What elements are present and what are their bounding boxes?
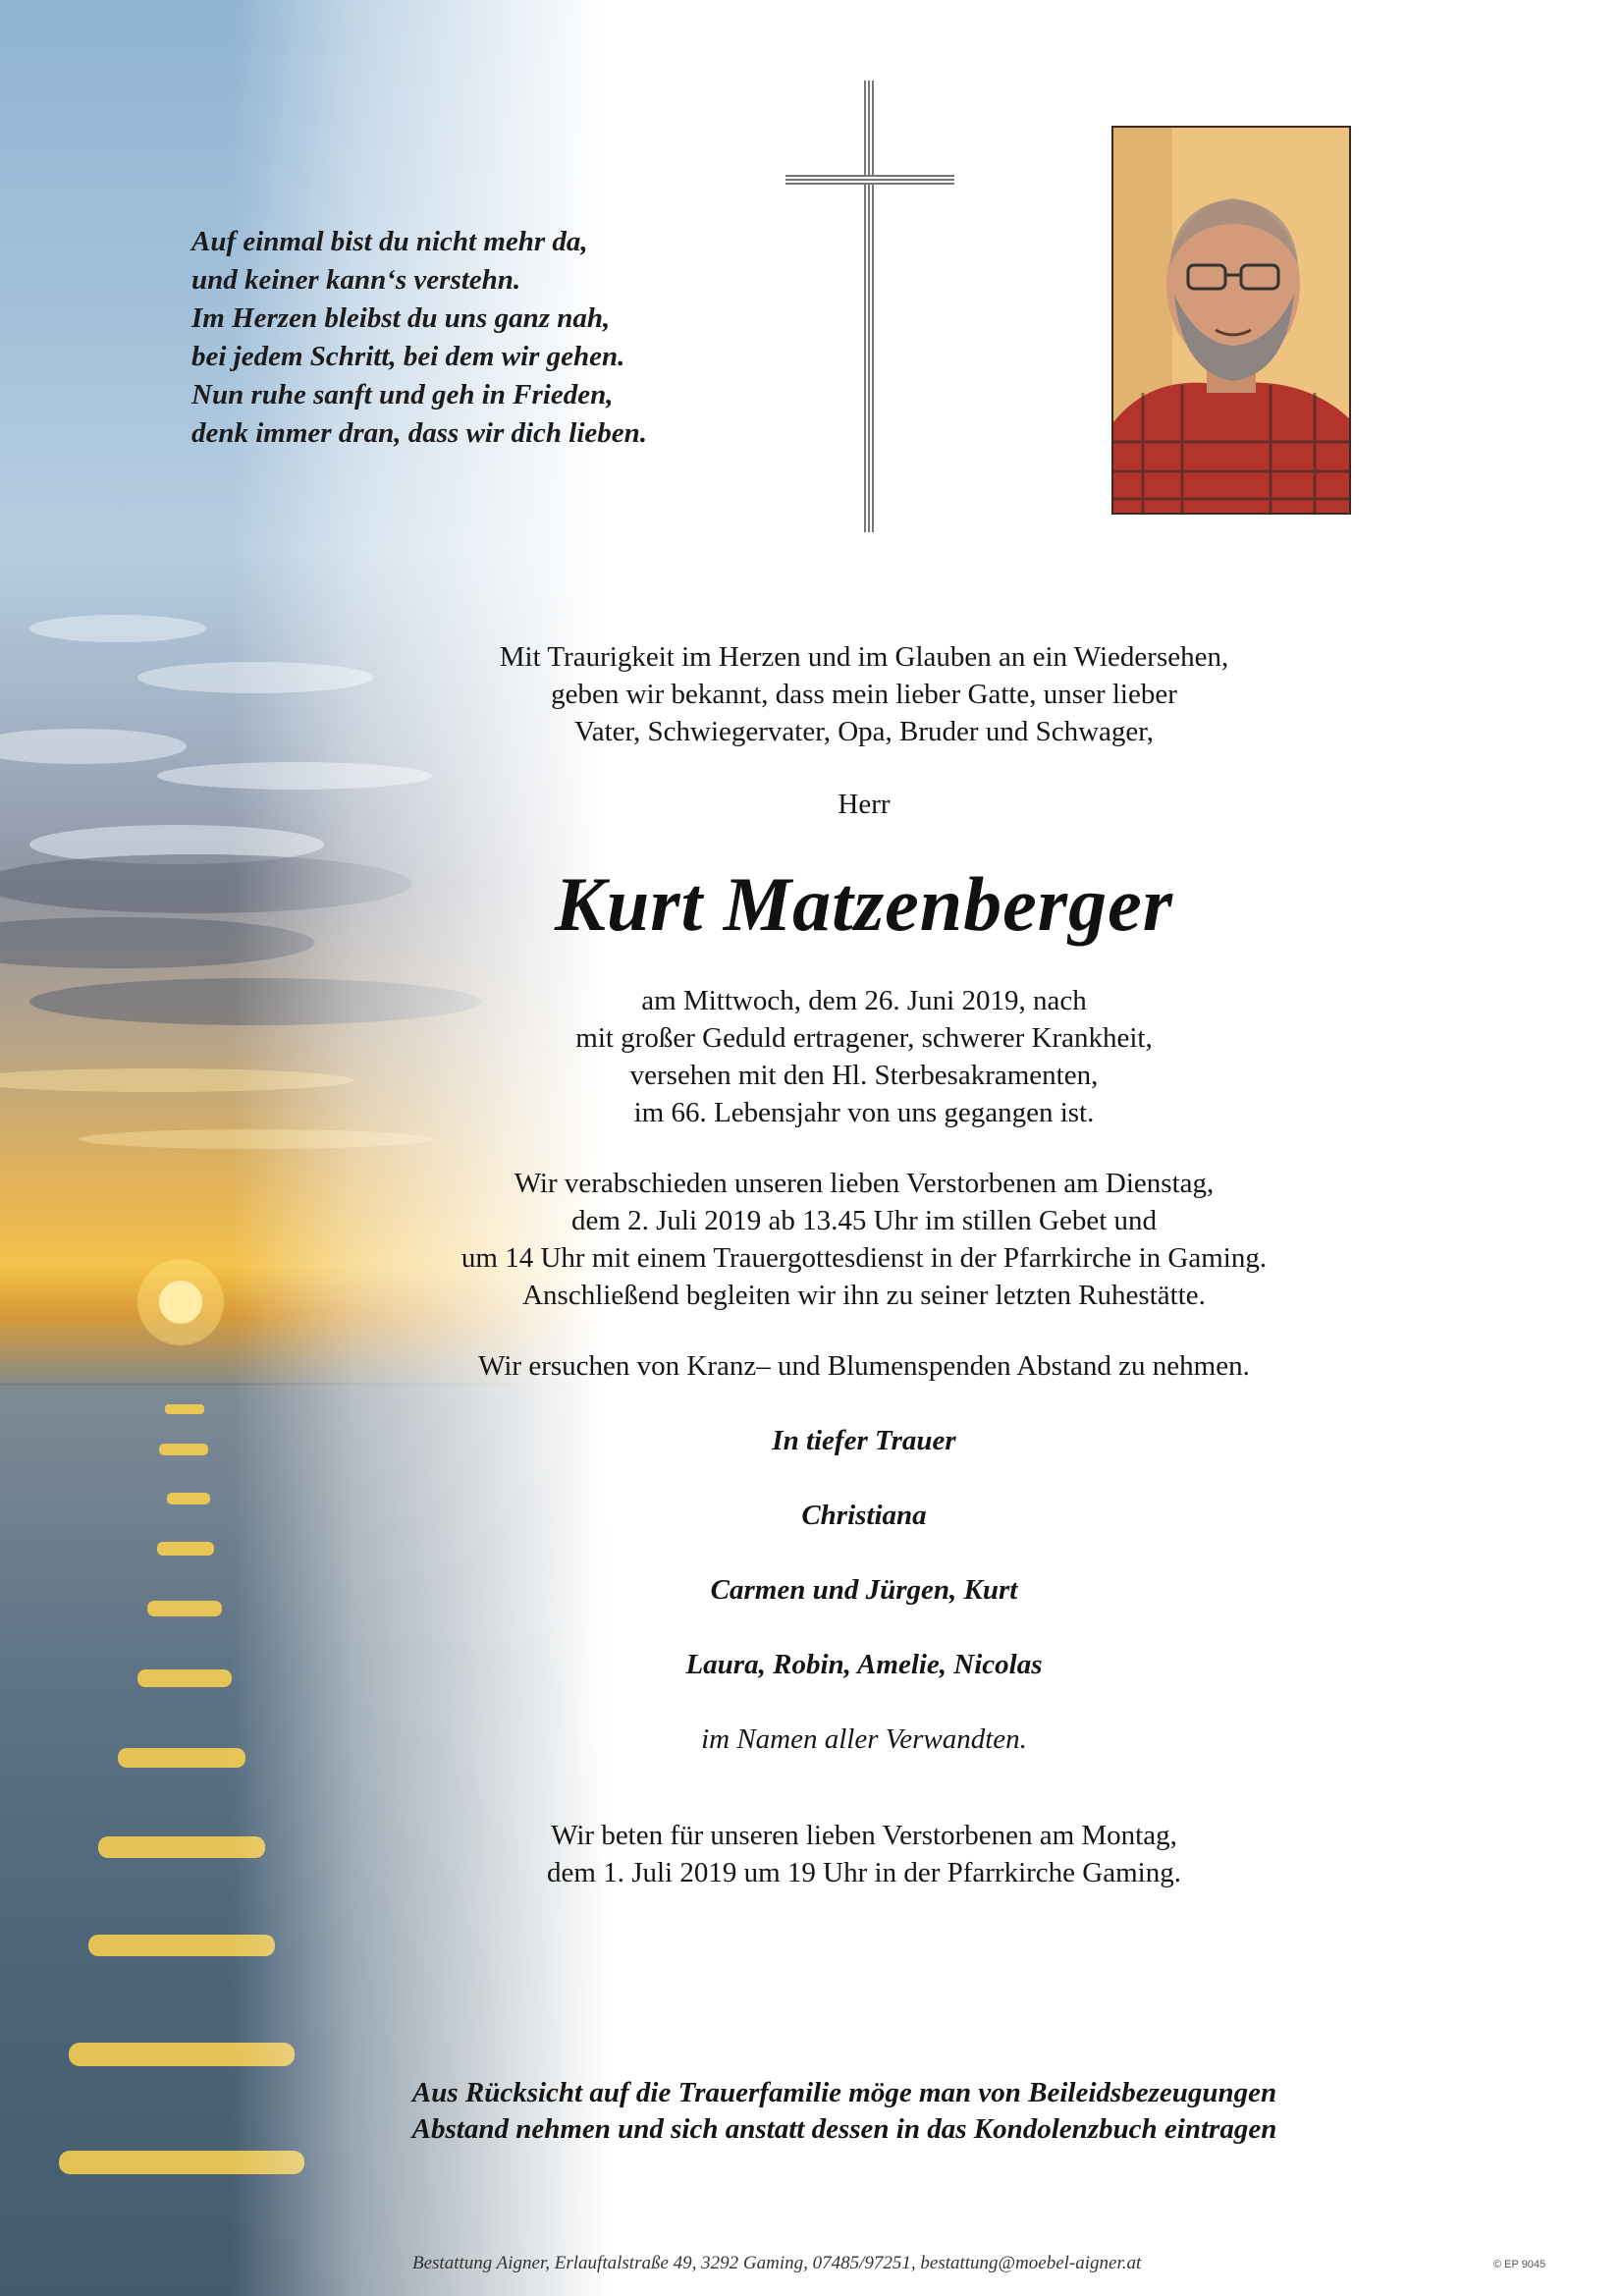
intro-paragraph [373, 638, 1355, 750]
mourners-list [373, 1422, 1355, 1758]
death-line: am Mittwoch, dem 26. Juni 2019, nach [641, 985, 1087, 1016]
mourner-children: Carmen und Jürgen, Kurt [710, 1574, 1018, 1606]
poem-line: Im Herzen bleibst du uns ganz nah, [191, 302, 611, 334]
flowers-request: Wir ersuchen von Kranz– und Blumenspenden Abstand zu nehmen. [478, 1350, 1250, 1382]
poem-line: bei jedem Schritt, bei dem wir gehen. [191, 341, 625, 372]
deceased-name: Kurt Matzenberger [554, 861, 1174, 947]
poem-line: Auf einmal bist du nicht mehr da, [191, 226, 588, 257]
poem-line: und keiner kann‘s verstehn. [191, 264, 521, 296]
print-code: © EP 9045 [1493, 2259, 1546, 2270]
undertaker-address: Bestattung Aigner, Erlauftalstraße 49, 3292 Gaming, 07485/97251, bestattung@moebel-aigner.at [412, 2253, 1142, 2273]
prayer-line: Wir beten für unseren lieben Verstorbenen am Montag, [551, 1820, 1177, 1851]
memorial-poem [191, 223, 741, 453]
funeral-line: um 14 Uhr mit einem Trauergottesdienst in der Pfarrkirche in Gaming. [460, 1242, 1268, 1274]
funeral-line: Anschließend begleiten wir ihn zu seiner letzten Ruhestätte. [522, 1280, 1206, 1311]
intro-line: geben wir bekannt, dass mein lieber Gatte, unser lieber [551, 679, 1177, 710]
intro-line: Vater, Schwiegervater, Opa, Bruder und Schwager, [574, 716, 1154, 747]
cross-icon [785, 81, 954, 532]
condolence-line: Aus Rücksicht auf die Trauerfamilie möge man von Beileidsbezeugungen [411, 2077, 1277, 2108]
salutation: Herr [838, 789, 891, 820]
death-line: versehen mit den Hl. Sterbesakramenten, [629, 1060, 1099, 1091]
funeral-notice [373, 1165, 1355, 1314]
condolence-note [295, 2075, 1394, 2148]
funeral-line: dem 2. Juli 2019 ab 13.45 Uhr im stillen Gebet und [570, 1205, 1158, 1236]
poem-line: Nun ruhe sanft und geh in Frieden, [191, 379, 614, 410]
portrait-photo [1111, 126, 1351, 515]
poem-line: denk immer dran, dass wir dich lieben. [191, 417, 648, 449]
funeral-line: Wir verabschieden unseren lieben Verstorbenen am Dienstag, [514, 1168, 1215, 1199]
mourner-relatives: im Namen aller Verwandten. [701, 1723, 1027, 1755]
mourners-heading: In tiefer Trauer [772, 1425, 956, 1456]
death-line: im 66. Lebensjahr von uns gegangen ist. [633, 1097, 1095, 1128]
intro-line: Mit Traurigkeit im Herzen und im Glauben an ein Wiedersehen, [499, 641, 1229, 673]
mourner-grandchildren: Laura, Robin, Amelie, Nicolas [685, 1649, 1043, 1680]
death-line: mit großer Geduld ertragener, schwerer Krankheit, [575, 1022, 1153, 1054]
condolence-line: Abstand nehmen und sich anstatt dessen in das Kondolenzbuch eintragen [411, 2113, 1277, 2145]
prayer-line: dem 1. Juli 2019 um 19 Uhr in der Pfarrkirche Gaming. [547, 1857, 1181, 1888]
prayer-notice [373, 1817, 1355, 1891]
announcement-body [373, 638, 1355, 1891]
death-notice [373, 982, 1355, 1131]
mourner-spouse: Christiana [801, 1500, 927, 1531]
